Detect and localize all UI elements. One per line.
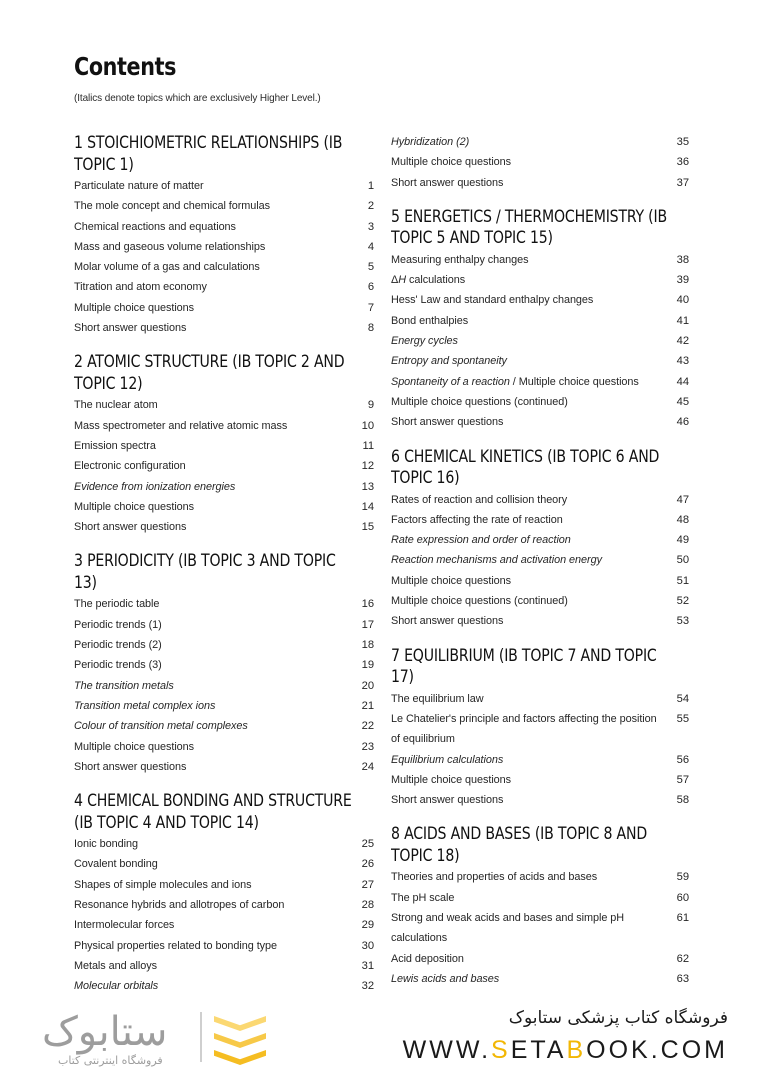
entry-page-number: 57 <box>676 773 689 786</box>
entry-page-number: 54 <box>676 692 689 705</box>
contents-columns <box>0 132 764 1000</box>
entry-title: Resonance hybrids and allotropes of carbon <box>74 899 285 912</box>
chevron-down-icon <box>214 1016 266 1031</box>
url-segment: WWW. <box>402 1036 492 1064</box>
contents-entry[interactable] <box>74 395 374 415</box>
entry-title: Multiple choice questions <box>74 301 195 314</box>
entry-page-number: 47 <box>676 493 689 506</box>
contents-entry[interactable] <box>74 875 374 895</box>
contents-entry[interactable] <box>74 915 374 935</box>
entry-title: Lewis acids and bases <box>391 972 500 985</box>
entry-title: Multiple choice questions <box>391 156 512 169</box>
entry-page-number: 3 <box>367 220 374 233</box>
contents-entry[interactable] <box>74 716 374 736</box>
contents-entry[interactable] <box>74 477 374 497</box>
entry-title: Transition metal complex ions <box>74 699 216 712</box>
contents-entry[interactable] <box>391 770 689 790</box>
contents-entry[interactable] <box>74 956 374 976</box>
chevron-stack-icon <box>214 1014 270 1072</box>
chevron-down-icon <box>214 1033 266 1048</box>
contents-entry[interactable] <box>74 854 374 874</box>
entry-title: Rates of reaction and collision theory <box>391 493 568 506</box>
section-heading: 8 ACIDS AND BASES (IB TOPIC 8 AND TOPIC 18) <box>391 824 648 865</box>
contents-entry[interactable] <box>391 372 689 392</box>
contents-entry[interactable] <box>74 895 374 915</box>
entry-title: Rate expression and order of reaction <box>391 534 571 547</box>
entry-title: Short answer questions <box>74 760 187 773</box>
entry-page-number: 26 <box>361 858 374 871</box>
entry-page-number: 31 <box>361 959 374 972</box>
entry-page-number: 24 <box>361 760 374 773</box>
italics-note: (Italics denote topics which are exclusively Higher Level.) <box>74 92 321 104</box>
contents-entry[interactable] <box>391 790 689 810</box>
contents-entry[interactable] <box>391 689 689 709</box>
entry-page-number: 14 <box>361 500 374 513</box>
contents-entry[interactable] <box>74 497 374 517</box>
contents-entry[interactable] <box>391 709 689 750</box>
entry-page-number: 52 <box>676 595 689 608</box>
entry-title: Ionic bonding <box>74 838 138 851</box>
entry-page-number: 5 <box>367 261 374 274</box>
entry-page-number: 12 <box>361 460 374 473</box>
entry-page-number: 1 <box>367 180 374 192</box>
entry-page-number: 29 <box>361 919 374 932</box>
entry-page-number: 37 <box>676 176 689 189</box>
contents-entry[interactable] <box>74 936 374 956</box>
url-segment: ETA <box>510 1036 567 1064</box>
entry-page-number <box>667 989 689 994</box>
entry-title: Covalent bonding <box>74 858 158 871</box>
page-title: Contents <box>74 52 177 81</box>
entry-title: Intermolecular forces <box>74 919 175 932</box>
entry-title: Short answer questions <box>391 794 504 807</box>
entry-title: The equilibrium law <box>391 692 484 705</box>
contents-entry[interactable] <box>74 696 374 716</box>
entry-title: The pH scale <box>391 891 455 904</box>
entry-page-number: 13 <box>361 480 374 493</box>
entry-title: Short answer questions <box>74 322 187 335</box>
contents-entry[interactable] <box>74 257 374 277</box>
entry-title: Molar volume of a gas and calculations <box>74 261 260 274</box>
entry-title: ΔH calculations <box>391 274 466 287</box>
contents-entry[interactable] <box>74 635 374 655</box>
entry-title: Shapes of simple molecules and ions <box>74 878 252 891</box>
entry-title: Short answer questions <box>74 521 187 534</box>
entry-page-number: 56 <box>676 753 689 766</box>
watermark-tagline: فروشگاه کتاب پزشکی ستابوک <box>508 1008 728 1028</box>
contents-entry[interactable] <box>391 392 689 412</box>
entry-title: Short answer questions <box>391 416 504 429</box>
contents-entry[interactable] <box>74 737 374 757</box>
entry-title: Mass and gaseous volume relationships <box>74 240 266 253</box>
url-segment: OOK.COM <box>586 1036 728 1064</box>
contents-entry[interactable] <box>74 436 374 456</box>
entry-title: Multiple choice questions (continued) <box>391 395 568 408</box>
entry-page-number: 20 <box>361 679 374 692</box>
entry-page-number: 39 <box>676 274 689 287</box>
entry-page-number: 25 <box>361 838 374 851</box>
entry-page-number: 19 <box>361 659 374 672</box>
contents-entry[interactable] <box>74 655 374 675</box>
entry-title: Entropy and spontaneity <box>391 355 507 368</box>
entry-title: Theories and properties of acids and bases <box>391 871 598 884</box>
entry-title: Multiple choice questions <box>391 773 512 786</box>
contents-entry[interactable] <box>391 490 689 510</box>
contents-entry[interactable] <box>74 615 374 635</box>
logo-wordmark: ستابوک <box>42 1009 168 1055</box>
entry-page-number: 55 <box>676 712 689 725</box>
contents-entry[interactable] <box>391 969 689 989</box>
entry-title: Molecular orbitals <box>74 980 159 993</box>
contents-entry[interactable] <box>391 571 689 591</box>
contents-column-left <box>74 132 374 994</box>
entry-page-number: 16 <box>361 598 374 611</box>
entry-title: Bond enthalpies <box>391 314 469 327</box>
entry-title <box>391 989 659 994</box>
contents-entry[interactable] <box>391 550 689 570</box>
entry-page-number: 61 <box>676 912 689 925</box>
setabook-logo <box>42 1006 272 1074</box>
entry-title: The transition metals <box>74 679 174 692</box>
entry-title: The mole concept and chemical formulas <box>74 200 271 213</box>
entry-page-number: 35 <box>676 136 689 148</box>
entry-title: Periodic trends (2) <box>74 639 162 652</box>
contents-entry[interactable] <box>391 351 689 371</box>
section-heading: 3 PERIODICITY (IB TOPIC 3 AND TOPIC 13) <box>74 551 336 592</box>
entry-title: Short answer questions <box>391 176 504 189</box>
contents-entry[interactable] <box>74 976 374 994</box>
watermark-url <box>308 1036 728 1065</box>
entry-title: Metals and alloys <box>74 959 158 972</box>
contents-entry[interactable] <box>391 311 689 331</box>
entry-title: Measuring enthalpy changes <box>391 253 529 266</box>
entry-title: Strong and weak acids and bases and simple pH calculations <box>391 912 625 945</box>
entry-page-number: 45 <box>676 395 689 408</box>
logo-subtitle: فروشگاه اینترنتی کتاب <box>58 1054 163 1067</box>
entry-page-number: 7 <box>367 301 374 314</box>
entry-page-number: 38 <box>676 253 689 266</box>
entry-page-number: 22 <box>361 720 374 733</box>
contents-entry[interactable] <box>391 173 689 193</box>
section-heading: 4 CHEMICAL BONDING AND STRUCTURE (IB TOPIC 4 AND TOPIC 14) <box>74 791 352 832</box>
contents-entry[interactable] <box>391 750 689 770</box>
entry-page-number: 51 <box>676 574 689 587</box>
section-heading: 5 ENERGETICS / THERMOCHEMISTRY (IB TOPIC 5 AND TOPIC 15) <box>391 206 667 248</box>
entry-title: Chemical reactions and equations <box>74 220 236 233</box>
entry-page-number: 36 <box>676 156 689 169</box>
entry-page-number: 17 <box>361 618 374 631</box>
entry-page-number: 4 <box>367 240 374 253</box>
entry-page-number: 46 <box>676 416 689 429</box>
entry-title: Multiple choice questions <box>391 574 512 587</box>
entry-page-number: 18 <box>361 639 374 652</box>
section-heading: 2 ATOMIC STRUCTURE (IB TOPIC 2 AND TOPIC 12) <box>74 352 345 393</box>
entry-page-number: 63 <box>676 972 689 985</box>
entry-page-number: 8 <box>367 322 374 335</box>
entry-page-number: 50 <box>676 554 689 567</box>
chevron-down-icon <box>214 1050 266 1065</box>
entry-title: Titration and atom economy <box>74 281 207 294</box>
entry-page-number: 10 <box>361 419 374 432</box>
contents-entry[interactable] <box>391 290 689 310</box>
entry-title: Emission spectra <box>74 439 156 452</box>
entry-page-number: 44 <box>676 375 689 388</box>
entry-page-number: 40 <box>676 294 689 307</box>
contents-entry[interactable] <box>74 834 374 854</box>
entry-page-number: 6 <box>367 281 374 294</box>
contents-entry[interactable] <box>391 331 689 351</box>
logo-divider <box>200 1012 202 1062</box>
watermark-text-block <box>308 1004 728 1065</box>
entry-page-number: 62 <box>676 952 689 965</box>
contents-entry[interactable] <box>391 591 689 611</box>
contents-entry[interactable] <box>391 530 689 550</box>
contents-entry[interactable] <box>391 867 689 887</box>
contents-entry[interactable] <box>391 132 689 152</box>
entry-title: Hybridization (2) <box>391 136 470 148</box>
contents-entry[interactable] <box>74 594 374 614</box>
contents-entry[interactable] <box>391 949 689 969</box>
contents-entry[interactable] <box>391 611 689 631</box>
entry-page-number: 28 <box>361 899 374 912</box>
entry-page-number: 60 <box>676 891 689 904</box>
contents-entry[interactable] <box>391 250 689 270</box>
contents-entry[interactable] <box>391 270 689 290</box>
entry-page-number: 11 <box>362 439 374 452</box>
contents-entry[interactable] <box>391 510 689 530</box>
entry-title: Reaction mechanisms and activation energy <box>391 554 602 567</box>
url-accent-letter: S <box>491 1036 511 1064</box>
entry-page-number: 21 <box>361 699 374 712</box>
contents-entry[interactable] <box>74 318 374 338</box>
entry-page-number: 42 <box>676 335 689 348</box>
entry-page-number: 27 <box>361 878 374 891</box>
entry-title: Equilibrium calculations <box>391 753 504 766</box>
entry-page-number: 41 <box>676 314 689 327</box>
entry-title: Multiple choice questions <box>74 500 195 513</box>
entry-title: Evidence from ionization energies <box>74 480 236 493</box>
entry-title: Electronic configuration <box>74 460 186 473</box>
contents-entry[interactable] <box>74 277 374 297</box>
section-heading: 6 CHEMICAL KINETICS (IB TOPIC 6 AND TOPIC 16) <box>391 446 660 488</box>
entry-title: Le Chatelier's principle and factors affecting the position of equilibrium <box>391 712 657 746</box>
entry-page-number: 43 <box>676 355 689 368</box>
entry-page-number: 30 <box>361 939 374 952</box>
entry-page-number: 58 <box>676 794 689 807</box>
contents-entry[interactable] <box>74 416 374 436</box>
entry-page-number: 49 <box>676 534 689 547</box>
contents-entry[interactable] <box>74 196 374 216</box>
contents-entry[interactable] <box>391 412 689 432</box>
entry-title: Multiple choice questions <box>74 740 195 753</box>
contents-entry[interactable] <box>74 757 374 777</box>
entry-title: The nuclear atom <box>74 399 158 412</box>
entry-title: The periodic table <box>74 598 160 611</box>
entry-page-number: 48 <box>676 513 689 526</box>
entry-title: Acid deposition <box>391 952 464 965</box>
contents-entry[interactable] <box>74 298 374 318</box>
entry-title: Mass spectrometer and relative atomic mass <box>74 419 288 432</box>
entry-title: Colour of transition metal complexes <box>74 720 248 733</box>
contents-entry[interactable] <box>74 517 374 537</box>
url-accent-letter: B <box>566 1036 587 1064</box>
entry-page-number: 2 <box>367 200 374 213</box>
entry-page-number: 53 <box>676 615 689 628</box>
watermark-footer <box>0 998 764 1080</box>
entry-page-number: 9 <box>367 399 374 412</box>
section-heading: 7 EQUILIBRIUM (IB TOPIC 7 AND TOPIC 17) <box>391 645 657 687</box>
entry-title: Physical properties related to bonding type <box>74 939 278 952</box>
entry-title: Periodic trends (3) <box>74 659 162 672</box>
entry-page-number: 32 <box>361 980 374 993</box>
entry-page-number: 59 <box>676 871 689 884</box>
contents-entry[interactable] <box>74 676 374 696</box>
contents-entry[interactable] <box>74 176 374 196</box>
section-heading: 1 STOICHIOMETRIC RELATIONSHIPS (IB TOPIC 1) <box>74 133 343 174</box>
contents-entry[interactable] <box>391 888 689 908</box>
contents-entry[interactable] <box>391 152 689 172</box>
entry-title: Factors affecting the rate of reaction <box>391 513 563 526</box>
entry-title: Particulate nature of matter <box>74 180 204 192</box>
entry-page-number: 15 <box>361 521 374 534</box>
entry-title: Periodic trends (1) <box>74 618 162 631</box>
entry-title: Hess' Law and standard enthalpy changes <box>391 294 594 307</box>
contents-column-right <box>391 132 689 994</box>
contents-entry[interactable] <box>391 908 689 949</box>
contents-entry[interactable] <box>74 456 374 476</box>
contents-entry[interactable] <box>74 217 374 237</box>
entry-page-number: 23 <box>361 740 374 753</box>
entry-title: Short answer questions <box>391 615 504 628</box>
entry-title: Multiple choice questions (continued) <box>391 595 568 608</box>
entry-title: Spontaneity of a reaction / Multiple choice questions <box>391 375 639 388</box>
entry-title: Energy cycles <box>391 335 458 348</box>
contents-entry[interactable] <box>74 237 374 257</box>
contents-entry[interactable] <box>391 989 689 994</box>
